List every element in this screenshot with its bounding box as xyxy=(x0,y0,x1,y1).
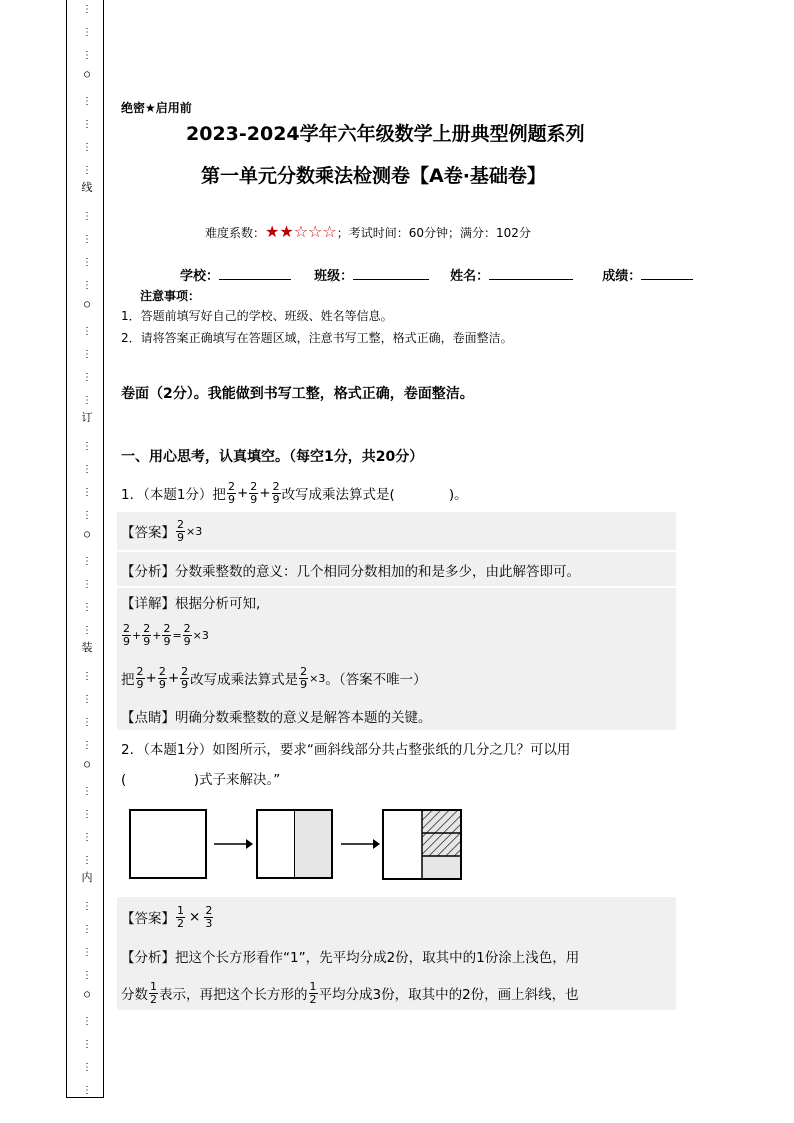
binding-dot-icon: ⋮ xyxy=(82,832,92,843)
star-empty-icon: ☆ xyxy=(293,222,309,241)
binding-dot-icon: ⋮ xyxy=(82,441,92,452)
q1-equation: $\frac{2}{9}$ + $\frac{2}{9}$ + $\frac{2}{9}$ = $\frac{2}{9}$ ×3 xyxy=(123,621,209,648)
binding-dot-icon: ⋮ xyxy=(82,1039,92,1050)
analysis-label: 【分析】 xyxy=(121,564,175,580)
name-blank[interactable] xyxy=(489,279,573,280)
question-1: 1．（本题1分）把 $\frac{2}{9}$ + $\frac{2}{9}$ + $\frac{2}{9}$ 改写成乘法算式是( )。 xyxy=(121,479,468,506)
star-filled-icon: ★ xyxy=(265,222,280,241)
q1-conclusion: 把 $\frac{2}{9}$ + $\frac{2}{9}$ + $\frac{2}{9}$ 改写成乘法算式是 $\frac{2}{9}$ ×3 。（答案不唯一） xyxy=(121,664,427,691)
frac: $\frac{2}{9}$ xyxy=(136,664,144,691)
binding-dot-icon: ⋮ xyxy=(82,27,92,38)
frac: $\frac{2}{9}$ xyxy=(300,664,308,691)
score-blank[interactable] xyxy=(641,279,693,280)
binding-dot-icon: ⋮ xyxy=(82,809,92,820)
binding-dot-icon: ⋮ xyxy=(82,487,92,498)
detail-label: 【详解】 xyxy=(121,596,175,612)
page-title: 2023-2024学年六年级数学上册典型例题系列 xyxy=(186,123,585,145)
binding-dot-icon: ⋮ xyxy=(82,50,92,61)
binding-dot-icon: ⋮ xyxy=(82,602,92,613)
question-2-line1: 2．（本题1分）如图所示，要求“画斜线部分共占整张纸的几分之几？可以用 xyxy=(121,742,571,758)
binding-dot-icon: ⋮ xyxy=(82,1062,92,1073)
binding-circle-icon: ○ xyxy=(83,989,91,1000)
score-label: 成绩： xyxy=(602,269,642,284)
exam-info: ；考试时间：60分钟；满分：102分 xyxy=(336,226,531,240)
arrow-right-icon xyxy=(339,838,381,850)
q1-detail xyxy=(121,592,260,612)
class-label: 班级： xyxy=(314,269,354,284)
binding-dot-icon: ⋮ xyxy=(82,924,92,935)
q1-answer: 【答案】 $\frac{2}{9}$ ×3 xyxy=(121,517,203,544)
binding-label: 线 xyxy=(81,181,93,194)
binding-dot-icon: ⋮ xyxy=(82,786,92,797)
q1-prefix: 1．（本题1分）把 xyxy=(121,487,226,503)
q2-analysis-line1: 【分析】把这个长方形看作“1”，先平均分成2份，取其中的1份涂上浅色，用 xyxy=(121,950,580,966)
binding-dot-icon: ⋮ xyxy=(82,556,92,567)
school-blank[interactable] xyxy=(219,279,291,280)
binding-dot-icon: ⋮ xyxy=(82,280,92,291)
binding-dot-icon: ⋮ xyxy=(82,625,92,636)
binding-circle-icon: ○ xyxy=(83,529,91,540)
binding-dot-icon: ⋮ xyxy=(82,257,92,268)
binding-dot-icon: ⋮ xyxy=(82,855,92,866)
frac: $\frac{2}{9}$ xyxy=(123,621,130,648)
point-text: 明确分数乘整数的意义是解答本题的关键。 xyxy=(175,710,432,726)
binding-circle-icon: ○ xyxy=(83,69,91,80)
analysis-label: 【分析】 xyxy=(121,950,175,966)
answer-label: 【答案】 xyxy=(121,525,175,541)
binding-label: 订 xyxy=(81,411,93,424)
arrow-right-icon xyxy=(212,838,254,850)
frac: $\frac{1}{2}$ xyxy=(309,979,317,1006)
frac: $\frac{1}{2}$ xyxy=(150,979,157,1006)
info-row xyxy=(180,265,693,284)
binding-dot-icon: ⋮ xyxy=(82,395,92,406)
binding-dot-icon: ⋮ xyxy=(82,234,92,245)
binding-dot-icon: ⋮ xyxy=(82,326,92,337)
binding-dot-icon: ⋮ xyxy=(82,165,92,176)
note-item-2: 2．请将答案正确填写在答题区域，注意书写工整，格式正确，卷面整洁。 xyxy=(121,331,513,345)
frac: $\frac{2}{9}$ xyxy=(272,479,280,506)
binding-dot-icon: ⋮ xyxy=(82,142,92,153)
page-subtitle: 第一单元分数乘法检测卷【A卷·基础卷】 xyxy=(201,165,546,187)
whole-rectangle xyxy=(129,809,207,879)
star-empty-icon: ☆ xyxy=(308,222,323,241)
binding-dot-icon: ⋮ xyxy=(82,1016,92,1027)
binding-dot-icon: ⋮ xyxy=(82,579,92,590)
binding-dot-icon: ⋮ xyxy=(82,717,92,728)
star-empty-icon: ☆ xyxy=(322,222,337,241)
binding-dot-icon: ⋮ xyxy=(82,970,92,981)
star-filled-icon: ★ xyxy=(279,222,294,241)
frac: $\frac{2}{9}$ xyxy=(250,479,258,506)
shaded-half xyxy=(295,811,331,877)
question-2-line2: ( )式子来解决。” xyxy=(121,772,281,788)
binding-dot-icon: ⋮ xyxy=(82,119,92,130)
binding-dot-icon: ⋮ xyxy=(82,372,92,383)
binding-dot-icon: ⋮ xyxy=(82,947,92,958)
binding-dot-icon: ⋮ xyxy=(82,901,92,912)
secret-label: 绝密★启用前 xyxy=(121,101,192,115)
binding-label: 内 xyxy=(81,871,93,884)
difficulty-stars xyxy=(265,222,337,241)
binding-dot-icon: ⋮ xyxy=(82,510,92,521)
frac: $\frac{2}{9}$ xyxy=(181,664,189,691)
frac: $\frac{2}{9}$ xyxy=(183,621,191,648)
note-item-1: 1．答题前填写好自己的学校、班级、姓名等信息。 xyxy=(121,309,393,323)
hatched-rectangle xyxy=(382,809,462,880)
difficulty-row xyxy=(205,222,531,241)
binding-dot-icon: ⋮ xyxy=(82,464,92,475)
binding-dot-icon: ⋮ xyxy=(82,96,92,107)
frac: $\frac{2}{9}$ xyxy=(158,664,166,691)
analysis-text: 分数乘整数的意义：几个相同分数相加的和是多少，由此解答即可。 xyxy=(175,564,580,580)
neatness-line: 卷面（2分）。我能做到书写工整，格式正确，卷面整洁。 xyxy=(121,386,474,402)
binding-circle-icon: ○ xyxy=(83,299,91,310)
name-label: 姓名： xyxy=(450,269,490,284)
binding-label: 装 xyxy=(81,641,93,654)
q2-answer: 【答案】 $\frac{1}{2}$ × $\frac{2}{3}$ xyxy=(121,903,213,930)
binding-dots xyxy=(80,0,94,1098)
q1-point xyxy=(121,706,432,726)
q1-suffix: 改写成乘法算式是( )。 xyxy=(281,487,468,503)
binding-dot-icon: ⋮ xyxy=(82,694,92,705)
binding-dot-icon: ⋮ xyxy=(82,671,92,682)
frac: $\frac{2}{9}$ xyxy=(143,621,151,648)
halved-rectangle xyxy=(256,809,333,879)
frac: $\frac{2}{9}$ xyxy=(227,479,235,506)
q2-analysis-line2: 分数 $\frac{1}{2}$ 表示，再把这个长方形的 $\frac{1}{2}$ 平均分成3份，取其中的2份，画上斜线，也 xyxy=(121,979,579,1006)
frac: $\frac{2}{9}$ xyxy=(177,517,184,544)
detail-text: 根据分析可知, xyxy=(175,596,261,612)
difficulty-label: 难度系数： xyxy=(205,226,266,240)
frac: $\frac{2}{3}$ xyxy=(205,903,213,930)
class-blank[interactable] xyxy=(353,279,429,280)
binding-dot-icon: ⋮ xyxy=(82,4,92,15)
point-label: 【点睛】 xyxy=(121,710,175,726)
answer-label: 【答案】 xyxy=(121,911,175,927)
binding-dot-icon: ⋮ xyxy=(82,1085,92,1096)
q1-analysis xyxy=(121,560,580,580)
section-heading: 一、用心思考，认真填空。（每空1分，共20分） xyxy=(121,449,424,465)
frac: $\frac{2}{9}$ xyxy=(163,621,171,648)
school-label: 学校： xyxy=(180,269,220,284)
binding-dot-icon: ⋮ xyxy=(82,740,92,751)
binding-dot-icon: ⋮ xyxy=(82,349,92,360)
frac: $\frac{1}{2}$ xyxy=(177,903,184,930)
notes-heading: 注意事项： xyxy=(140,289,201,303)
binding-dot-icon: ⋮ xyxy=(82,211,92,222)
binding-circle-icon: ○ xyxy=(83,759,91,770)
